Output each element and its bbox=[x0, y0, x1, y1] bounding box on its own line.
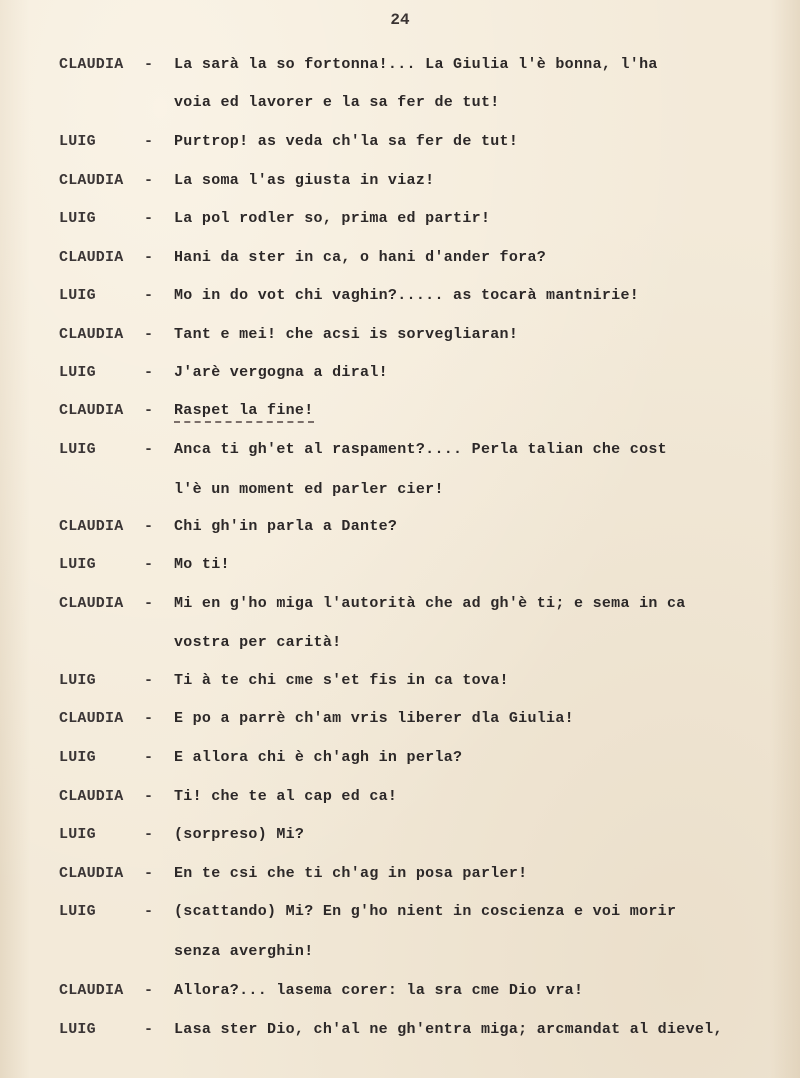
dialogue-line bbox=[0, 90, 800, 116]
dialogue-text: Lasa ster Dio, ch'al ne gh'entra miga; arcmandat al dievel, bbox=[174, 1021, 723, 1038]
speaker-name: CLAUDIA bbox=[59, 326, 124, 343]
dialogue-dash: - bbox=[144, 982, 154, 999]
dialogue-dash: - bbox=[144, 710, 154, 727]
dialogue-dash: - bbox=[144, 826, 154, 843]
dialogue-text: La sarà la so fortonna!... La Giulia l'è bonna, l'ha bbox=[174, 56, 658, 73]
dialogue-dash: - bbox=[144, 672, 154, 689]
speaker-name: CLAUDIA bbox=[59, 595, 124, 612]
speaker-name: LUIG bbox=[59, 133, 96, 150]
speaker-name: CLAUDIA bbox=[59, 788, 124, 805]
dialogue-line bbox=[0, 668, 800, 694]
speaker-name: LUIG bbox=[59, 556, 96, 573]
speaker-name: CLAUDIA bbox=[59, 249, 124, 266]
dialogue-line bbox=[0, 591, 800, 617]
dialogue-dash: - bbox=[144, 518, 154, 535]
speaker-name: LUIG bbox=[59, 749, 96, 766]
dialogue-text: voia ed lavorer e la sa fer de tut! bbox=[174, 94, 500, 111]
dialogue-text: Mo in do vot chi vaghin?..... as tocarà mantnirie! bbox=[174, 287, 640, 304]
dialogue-line bbox=[0, 168, 800, 194]
dialogue-line bbox=[0, 514, 800, 540]
dialogue-text: J'arè vergogna a diral! bbox=[174, 364, 388, 381]
dialogue-line bbox=[0, 283, 800, 309]
speaker-name: LUIG bbox=[59, 364, 96, 381]
speaker-name: LUIG bbox=[59, 287, 96, 304]
dialogue-text: La soma l'as giusta in viaz! bbox=[174, 172, 435, 189]
dialogue-dash: - bbox=[144, 595, 154, 612]
dialogue-line bbox=[0, 477, 800, 503]
speaker-name: CLAUDIA bbox=[59, 518, 124, 535]
dialogue-text: Ti à te chi cme s'et fis in ca tova! bbox=[174, 672, 509, 689]
dialogue-line bbox=[0, 978, 800, 1004]
dialogue-dash: - bbox=[144, 441, 154, 458]
dialogue-line bbox=[0, 939, 800, 965]
dialogue-dash: - bbox=[144, 326, 154, 343]
dialogue-text: En te csi che ti ch'ag in posa parler! bbox=[174, 865, 528, 882]
dialogue-line bbox=[0, 52, 800, 78]
dialogue-dash: - bbox=[144, 1021, 154, 1038]
dialogue-text: l'è un moment ed parler cier! bbox=[174, 481, 444, 498]
dialogue-line bbox=[0, 552, 800, 578]
dialogue-line bbox=[0, 360, 800, 386]
dialogue-dash: - bbox=[144, 172, 154, 189]
speaker-name: LUIG bbox=[59, 1021, 96, 1038]
dialogue-line bbox=[0, 1017, 800, 1043]
dialogue-dash: - bbox=[144, 903, 154, 920]
dialogue-text: Ti! che te al cap ed ca! bbox=[174, 788, 398, 805]
dialogue-text: Purtrop! as veda ch'la sa fer de tut! bbox=[174, 133, 519, 150]
page-number: 24 bbox=[390, 11, 410, 29]
dialogue-text: Mo ti! bbox=[174, 556, 230, 573]
dialogue-text: (sorpreso) Mi? bbox=[174, 826, 305, 843]
typed-underline bbox=[174, 421, 314, 427]
dialogue-line bbox=[0, 861, 800, 887]
dialogue-line bbox=[0, 899, 800, 925]
speaker-name: LUIG bbox=[59, 210, 96, 227]
dialogue-text: E po a parrè ch'am vris liberer dla Giulia! bbox=[174, 710, 574, 727]
dialogue-text: Anca ti gh'et al raspament?.... Perla talian che cost bbox=[174, 441, 667, 458]
dialogue-dash: - bbox=[144, 364, 154, 381]
dialogue-dash: - bbox=[144, 749, 154, 766]
speaker-name: CLAUDIA bbox=[59, 402, 124, 419]
dialogue-text: E allora chi è ch'agh in perla? bbox=[174, 749, 463, 766]
dialogue-text: La pol rodler so, prima ed partir! bbox=[174, 210, 491, 227]
dialogue-dash: - bbox=[144, 556, 154, 573]
speaker-name: CLAUDIA bbox=[59, 172, 124, 189]
dialogue-text: (scattando) Mi? En g'ho nient in coscienza e voi morir bbox=[174, 903, 677, 920]
dialogue-text: senza averghin! bbox=[174, 943, 314, 960]
dialogue-text: vostra per carità! bbox=[174, 634, 342, 651]
dialogue-line bbox=[0, 322, 800, 348]
dialogue-line bbox=[0, 437, 800, 463]
dialogue-line bbox=[0, 784, 800, 810]
dialogue-dash: - bbox=[144, 210, 154, 227]
dialogue-dash: - bbox=[144, 56, 154, 73]
dialogue-dash: - bbox=[144, 133, 154, 150]
dialogue-line bbox=[0, 706, 800, 732]
speaker-name: LUIG bbox=[59, 672, 96, 689]
dialogue-dash: - bbox=[144, 788, 154, 805]
dialogue-line bbox=[0, 129, 800, 155]
dialogue-line bbox=[0, 206, 800, 232]
speaker-name: CLAUDIA bbox=[59, 56, 124, 73]
speaker-name: CLAUDIA bbox=[59, 982, 124, 999]
speaker-name: CLAUDIA bbox=[59, 710, 124, 727]
dialogue-dash: - bbox=[144, 402, 154, 419]
dialogue-dash: - bbox=[144, 865, 154, 882]
dialogue-text: Raspet la fine! bbox=[174, 402, 314, 419]
dialogue-line bbox=[0, 398, 800, 424]
dialogue-dash: - bbox=[144, 287, 154, 304]
dialogue-text: Hani da ster in ca, o hani d'ander fora? bbox=[174, 249, 547, 266]
speaker-name: LUIG bbox=[59, 903, 96, 920]
speaker-name: LUIG bbox=[59, 441, 96, 458]
dialogue-dash: - bbox=[144, 249, 154, 266]
speaker-name: CLAUDIA bbox=[59, 865, 124, 882]
speaker-name: LUIG bbox=[59, 826, 96, 843]
dialogue-line bbox=[0, 245, 800, 271]
dialogue-text: Allora?... lasema corer: la sra cme Dio vra! bbox=[174, 982, 584, 999]
dialogue-line bbox=[0, 745, 800, 771]
dialogue-text: Mi en g'ho miga l'autorità che ad gh'è ti; e sema in ca bbox=[174, 595, 686, 612]
dialogue-text: Chi gh'in parla a Dante? bbox=[174, 518, 398, 535]
dialogue-line bbox=[0, 630, 800, 656]
dialogue-line bbox=[0, 822, 800, 848]
dialogue-text: Tant e mei! che acsi is sorvegliaran! bbox=[174, 326, 519, 343]
